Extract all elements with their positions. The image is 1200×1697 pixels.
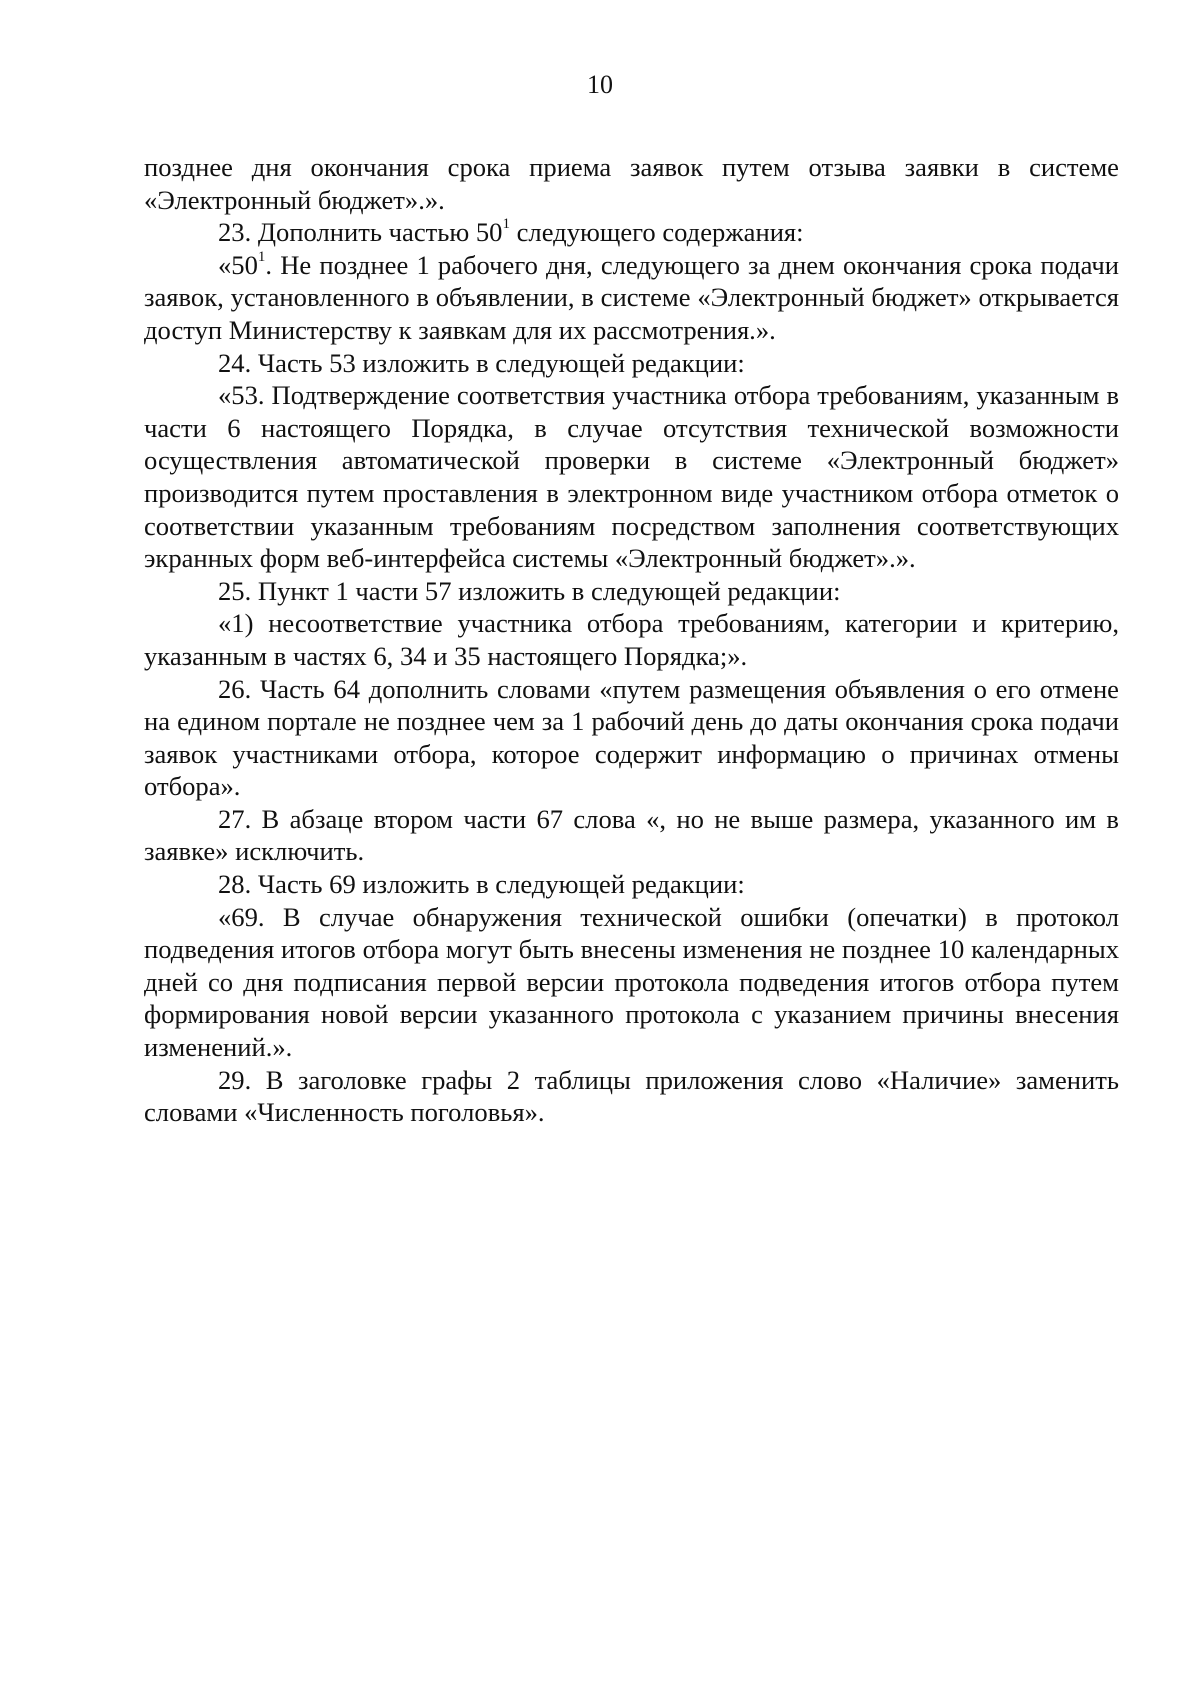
item-23-superscript: 1 [502, 216, 510, 233]
part-50-1-text-start: «50 [218, 249, 258, 280]
paragraph-item-25: 25. Пункт 1 части 57 изложить в следующей редакции: [218, 575, 841, 606]
part-50-1-text-end: . Не позднее 1 рабочего дня, следующего за днем окончания срока подачи заявок, установленного в объявлении, в системе «Электронный бюджет» открывается доступ Министерству к заявкам для их рассмотрения.». [144, 249, 1119, 345]
paragraph-item-29: 29. В заголовке графы 2 таблицы приложения слово «Наличие» заменить словами «Численность поголовья». [144, 1064, 1119, 1128]
paragraph-item-23 [144, 216, 1119, 249]
paragraph-part-69: «69. В случае обнаружения технической ошибки (опечатки) в протокол подведения итогов отбора могут быть внесены изменения не позднее 10 календарных дней со дня подписания первой версии протокола подведения итогов отбора путем формирования новой версии указанного протокола с указанием причины внесения изменений.». [144, 901, 1119, 1063]
paragraph-part-53: «53. Подтверждение соответствия участника отбора требованиям, указанным в части 6 настоящего Порядка, в случае отсутствия технической возможности осуществления автоматической проверки в системе «Электронный бюджет» производится путем проставления в электронном виде участником отбора отметок о соответствии указанным требованиям посредством заполнения соответствующих экранных форм веб-интерфейса системы «Электронный бюджет».». [144, 380, 1119, 574]
paragraph-point-1: «1) несоответствие участника отбора требованиям, категории и критерию, указанным в частях 6, 34 и 35 настоящего Порядка;». [144, 608, 1119, 671]
paragraph-part-50-1 [144, 249, 1119, 347]
part-50-1-superscript: 1 [257, 248, 266, 265]
paragraph-item-26: 26. Часть 64 дополнить словами «путем размещения объявления о его отмене на едином портале не позднее чем за 1 рабочий день до даты окончания срока подачи заявок участниками отбора, которое содержит информацию о причинах отмены отбора». [144, 673, 1119, 802]
paragraph-continuation: позднее дня окончания срока приема заявок путем отзыва заявки в системе «Электронный бюджет».». [144, 152, 1119, 215]
item-23-text-end: следующего содержания: [509, 217, 804, 248]
paragraph-item-28: 28. Часть 69 изложить в следующей редакции: [218, 869, 745, 900]
paragraph-item-27: 27. В абзаце втором части 67 слова «, но не выше размера, указанного им в заявке» исключить. [144, 803, 1119, 867]
document-body [144, 151, 1119, 1129]
item-23-text-start: 23. Дополнить частью 50 [218, 217, 503, 248]
paragraph-item-24: 24. Часть 53 изложить в следующей редакции: [218, 347, 745, 378]
page-number: 10 [587, 70, 613, 99]
